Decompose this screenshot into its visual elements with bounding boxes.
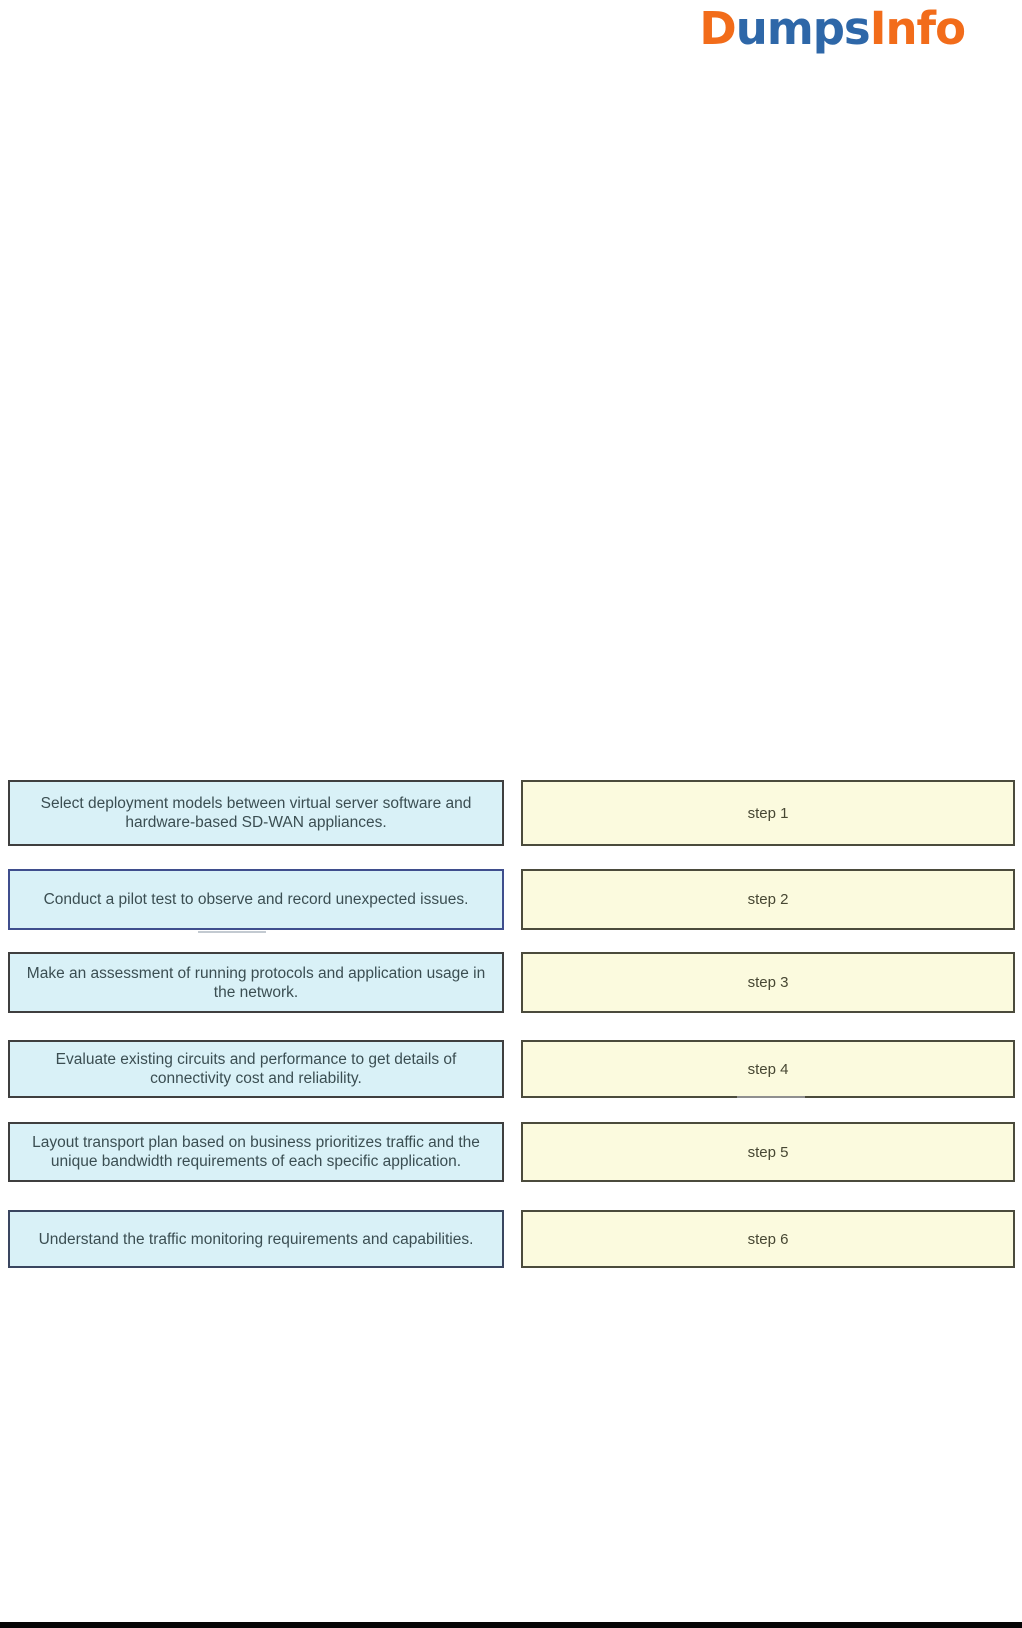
statement-box-2[interactable] xyxy=(8,869,504,930)
step-drop-box-1[interactable] xyxy=(521,780,1015,846)
step-label-5: step 5 xyxy=(747,1143,789,1161)
step-drop-box-5[interactable] xyxy=(521,1122,1015,1182)
stray-underline-step4 xyxy=(737,1096,805,1098)
match-row-1 xyxy=(8,780,1015,846)
statement-box-6[interactable] xyxy=(8,1210,504,1268)
match-row-5 xyxy=(8,1122,1015,1182)
step-label-3: step 3 xyxy=(747,974,789,991)
match-row-2 xyxy=(8,869,1015,930)
match-row-6 xyxy=(8,1210,1015,1268)
match-row-4 xyxy=(8,1040,1015,1098)
statement-text-4: Evaluate existing circuits and performance to get details of connectivity cost and reliability. xyxy=(55,1051,457,1087)
logo-text-info: Info xyxy=(869,2,965,55)
step-drop-box-2[interactable] xyxy=(521,869,1015,930)
statement-text-5: Layout transport plan based on business prioritizes traffic and the unique bandwidth requirements of each specific application. xyxy=(32,1134,480,1170)
statement-box-5[interactable] xyxy=(8,1122,504,1182)
step-label-4: step 4 xyxy=(747,1060,789,1078)
logo-text-umps: umps xyxy=(735,2,870,55)
statement-text-1: Select deployment models between virtual server software and hardware-based SD-WAN appliances. xyxy=(40,795,472,831)
dumpsinfo-logo xyxy=(699,2,965,56)
statement-box-3[interactable] xyxy=(8,952,504,1013)
step-drop-box-4[interactable] xyxy=(521,1040,1015,1098)
statement-text-2: Conduct a pilot test to observe and record unexpected issues. xyxy=(43,891,469,908)
step-label-6: step 6 xyxy=(747,1230,789,1248)
match-row-3 xyxy=(8,952,1015,1013)
statement-box-1[interactable] xyxy=(8,780,504,846)
page-bottom-edge xyxy=(0,1622,1022,1628)
statement-box-4[interactable] xyxy=(8,1040,504,1098)
statement-text-6: Understand the traffic monitoring requirements and capabilities. xyxy=(38,1230,474,1248)
step-drop-box-3[interactable] xyxy=(521,952,1015,1013)
logo-letter-d: D xyxy=(699,2,736,55)
step-label-2: step 2 xyxy=(747,891,789,908)
statement-text-3: Make an assessment of running protocols and application usage in the network. xyxy=(26,964,486,1001)
step-drop-box-6[interactable] xyxy=(521,1210,1015,1268)
stray-underline-row2 xyxy=(198,931,266,933)
step-label-1: step 1 xyxy=(747,804,789,822)
